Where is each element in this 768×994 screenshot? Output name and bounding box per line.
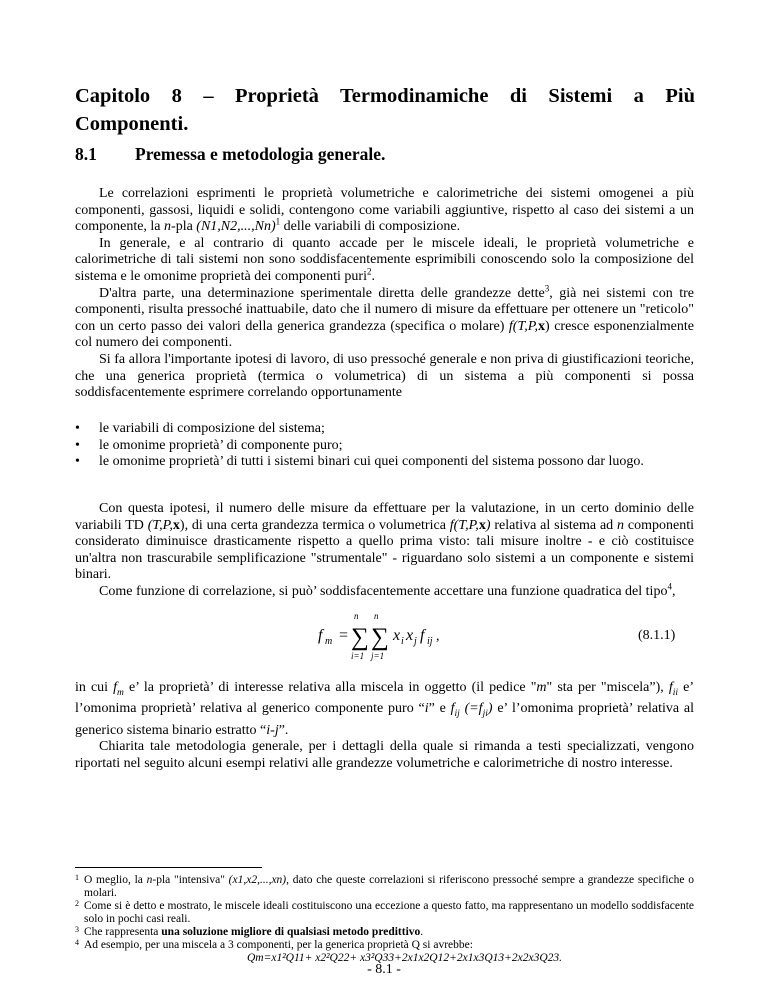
text-italic: f <box>668 680 673 695</box>
text-italic: ) <box>487 701 493 717</box>
section-title: Premessa e metodologia generale. <box>135 144 386 164</box>
footnote-number: 3 <box>75 925 79 934</box>
chapter-title-line2: Componenti. <box>75 113 189 135</box>
text: componenti considerato diminuisce drasticamente rispetto a quello prima visto: tali misure inoltre - e ciò costituisce un'altra non trascurabile semplificazione "strumentale" - riguardano solo sistemi a un componente e sistemi binari. <box>75 517 694 583</box>
bullet-icon: • <box>75 421 80 436</box>
text-bold: x <box>537 318 545 334</box>
sum-upper-1: n <box>354 612 359 621</box>
text: ” e <box>428 701 451 717</box>
paragraph-6 <box>75 581 694 601</box>
text: Come si è detto e mostrato, le miscele ideali costituiscono una eccezione a questo fatto, ma rappresentano un modello soddisfacente solo in pochi casi reali. <box>84 900 694 925</box>
paragraph-2 <box>75 236 694 286</box>
footnotes <box>75 874 694 965</box>
subscript: ji <box>482 709 488 720</box>
paragraph-8: Chiarita tale metodologia generale, per i dettagli della quale si rimanda a testi specializzati, vengono riportati nel seguito alcuni esempi relativi alle grandezze volumetriche e calorimetriche di nostro interesse. <box>75 739 694 771</box>
text-bold: x <box>172 517 180 533</box>
intro-text <box>75 186 694 402</box>
composition-tuple: (N1,N2,...,Nn) <box>196 219 276 235</box>
text: -pla <box>171 219 197 235</box>
text: e’ la proprietà’ di interesse relativa alla miscela in oggetto (il pedice " <box>123 680 537 695</box>
text-italic: n <box>164 219 172 235</box>
method-text <box>75 501 694 601</box>
text-italic: f <box>113 680 118 695</box>
text: e’ l’omonima proprietà’ relativa al generico sistema binario estratto “ <box>75 701 694 738</box>
paragraph-3 <box>75 282 694 352</box>
footnote-3 <box>75 926 694 939</box>
term-x-i: x <box>393 627 401 644</box>
footnote-4 <box>75 939 694 952</box>
equation-8-1-1 <box>318 612 488 664</box>
footnote-4-formula: Qm=x1²Q11+ x2²Q22+ x3²Q33+2x1x2Q12+2x1x3Q13+2x2x3Q23. <box>246 952 563 964</box>
chapter-title-line1: Capitolo 8 – Proprietà Termodinamiche di Sistemi a Più <box>75 85 695 107</box>
term-sub-i: i <box>401 636 404 647</box>
list-item-text: le variabili di composizione del sistema; <box>99 421 325 436</box>
text: , già nei sistemi con tre componenti, risulta pressoché inattuabile, dato che il numero di misure da effettuare per ottenere un "reticolo" con un certo passo dei valori della generica grandezza (specifica o molare) <box>75 285 694 334</box>
subscript: m <box>117 687 124 698</box>
footnote-ref-4[interactable]: 4 <box>667 581 672 592</box>
list-item-text: le omonime proprietà’ di componente puro; <box>99 437 343 453</box>
list-item-text: le omonime proprietà’ di tutti i sistemi binari cui quei componenti del sistema possono dar luogo. <box>99 454 644 470</box>
list-item <box>75 438 694 455</box>
text-italic: (T,P, <box>147 517 173 533</box>
text: . <box>371 268 375 284</box>
text-italic: i-j <box>266 722 279 738</box>
footnote-ref-1[interactable]: 1 <box>275 216 281 227</box>
footnote-number: 1 <box>75 873 79 882</box>
paragraph-5 <box>75 501 694 584</box>
text: " sta per "miscela”), <box>546 680 669 695</box>
text-italic: n <box>617 517 625 533</box>
sum-lower-1: i=1 <box>351 651 365 661</box>
chapter-title <box>75 82 695 138</box>
footnote-divider <box>75 867 262 868</box>
text: Con questa ipotesi, il numero delle misure da effettuare per la valutazione, in un certo dominio delle variabili TD <box>75 501 694 533</box>
bullet-list <box>75 421 694 471</box>
text-italic: (x1,x2,...,xn) <box>228 874 287 886</box>
text: relativa al sistema ad <box>490 517 618 533</box>
footnote-1 <box>75 874 694 900</box>
term-x-j: x <box>406 627 414 644</box>
text: , dato che queste correlazioni si riferiscono pressoché sempre a grandezze specifiche o molari. <box>84 874 695 899</box>
list-item <box>75 454 694 471</box>
explanation-text <box>75 680 694 773</box>
text-bold: x <box>478 517 486 533</box>
sum-upper-2: n <box>374 612 379 621</box>
list-item <box>75 421 694 438</box>
sum-sign-1: ∑ <box>351 624 369 651</box>
section-number: 8.1 <box>75 144 97 164</box>
text-italic: ) <box>485 517 491 533</box>
text-italic: (=f <box>459 701 483 717</box>
text: cresce esponenzialmente col numero dei componenti. <box>75 318 694 351</box>
text: in cui <box>75 680 114 695</box>
text-italic: f <box>450 701 455 717</box>
text: , <box>671 583 676 599</box>
paragraph-4: Si fa allora l'importante ipotesi di lavoro, di uso pressoché generale e non priva di giustificazioni teoriche, che una generica proprietà (termica o volumetrica) di un sistema a più componenti si possa soddisfacentemente esprimere correlando opportunamente <box>75 351 694 401</box>
footnote-ref-2[interactable]: 2 <box>366 266 372 277</box>
text: Ad esempio, per una miscela a 3 componenti, per la generica proprietà Q si avrebbe: <box>84 939 473 951</box>
text-italic: i <box>424 701 429 717</box>
section-heading <box>75 144 385 165</box>
footnote-2 <box>75 900 694 926</box>
text: e’ l’omonima proprietà’ relativa al generico componente puro “ <box>75 680 694 717</box>
footnote-number: 2 <box>75 899 79 908</box>
sum-lower-2: j=1 <box>371 651 385 661</box>
text: In generale, e al contrario di quanto accade per le miscele ideali, le proprietà volumetriche e calorimetriche di tali sistemi non sono soddisfacentemente esprimibili conoscendo solo la composizione del sistema e le omonime proprietà dei componenti puri <box>75 235 694 284</box>
paragraph-7 <box>75 680 694 739</box>
formula-lhs: f <box>318 627 323 644</box>
text-italic: n <box>146 874 153 886</box>
term-f-sub: ij <box>427 636 433 647</box>
term-sub-j: j <box>414 636 417 647</box>
text: -pla "intensiva" <box>152 874 229 886</box>
bullet-icon: • <box>75 437 80 453</box>
text: ”. <box>278 722 289 738</box>
formula-lhs-sub: m <box>325 636 333 647</box>
paragraph-1 <box>75 186 694 236</box>
text: D'altra parte, una determinazione sperimentale diretta delle grandezze dette <box>99 285 545 301</box>
page-number: - 8.1 - <box>367 962 401 977</box>
equation-number: (8.1.1) <box>638 628 676 643</box>
term-f: f <box>420 627 425 644</box>
text: Le correlazioni esprimenti le proprietà volumetriche e calorimetriche dei sistemi omogenei a più componenti, gassosi, liquidi e solidi, contengono come variabili aggiuntive, rispetto al caso dei sistemi a un componente, la <box>75 186 694 235</box>
text: Come funzione di correlazione, si può’ soddisfacentemente accettare una funzione quadratica del tipo <box>99 583 668 599</box>
formula-tail: , <box>436 629 440 644</box>
text: Che rappresenta <box>84 926 162 938</box>
text: . <box>420 926 424 938</box>
text-bold: una soluzione migliore di qualsiasi metodo predittivo <box>161 926 421 938</box>
footnote-number: 4 <box>75 938 79 947</box>
footnote-ref-3[interactable]: 3 <box>544 282 550 293</box>
text: ), di una certa grandezza termica o volumetrica <box>179 517 450 533</box>
text-italic: f(T,P, <box>508 318 538 334</box>
text-italic: f(T,P, <box>449 517 479 533</box>
subscript: ij <box>454 709 460 720</box>
text: delle variabili di composizione. <box>280 219 461 235</box>
subscript: ii <box>672 687 679 698</box>
sum-sign-2: ∑ <box>371 624 389 651</box>
bullet-icon: • <box>75 454 80 470</box>
text: O meglio, la <box>84 874 147 886</box>
text-italic: m <box>536 680 547 695</box>
formula-equals: = <box>339 627 349 644</box>
text: ) <box>544 318 550 334</box>
